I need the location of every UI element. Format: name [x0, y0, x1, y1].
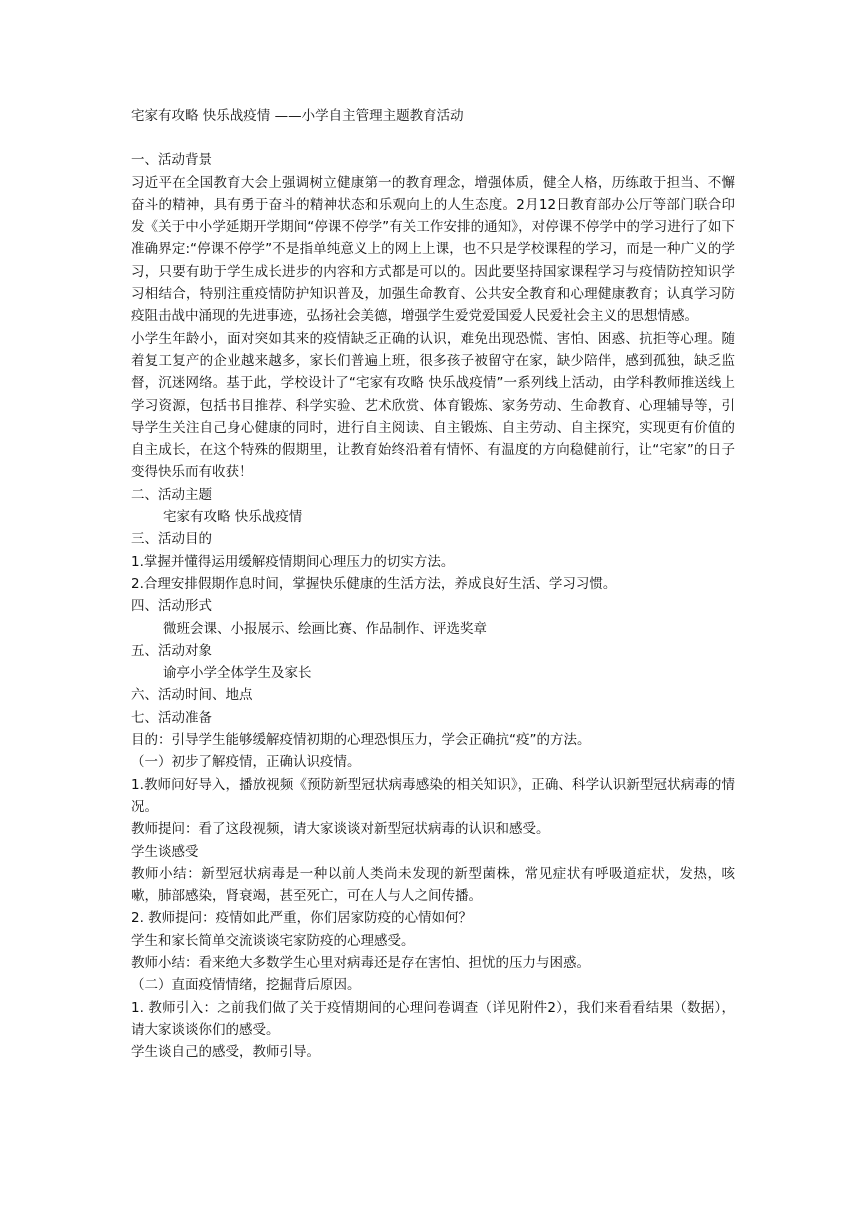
paragraph: 五、活动对象 [131, 642, 212, 659]
paragraph: 六、活动时间、地点 [131, 687, 253, 704]
paragraph: 习近平在全国教育大会上强调树立健康第一的教育理念，增强体质，健全人格，历练敢于担当、不懈奋斗的精神，具有勇于奋斗的精神状态和乐观向上的人生态度。2月12日教育部办公厅等部门联合印发《关于中小学延期开学期间“停课不停学”有关工作安排的通知》，对停课不停学中的学习进行了如下准确界定:“停课不停学”不是指单纯意义上的网上上课，也不只是学校课程的学习，而是一种广义的学习，只要有助于学生成长进步的内容和方式都是可以的。因此要坚持国家课程学习与疫情防控知识学习相结合，特别注重疫情防护知识普及，加强生命教育、公共安全教育和心理健康教育；认真学习防疫阻击战中涌现的先进事迹，弘扬社会美德，增强学生爱党爱国爱人民爱社会主义的思想情感。 [131, 174, 735, 325]
paragraph: 2.合理安排假期作息时间，掌握快乐健康的生活方法，养成良好生活、学习习惯。 [131, 575, 617, 592]
paragraph: 七、活动准备 [131, 709, 212, 726]
paragraph: 教师小结：新型冠状病毒是一种以前人类尚未发现的新型菌株，常见症状有呼吸道症状，发热，咳嗽，肺部感染，肾衰竭，甚至死亡，可在人与人之间传播。 [131, 865, 735, 905]
document-body [131, 105, 735, 1063]
paragraph: 1.掌握并懂得运用缓解疫情期间心理压力的切实方法。 [131, 553, 455, 570]
paragraph: 1. 教师引入：之前我们做了关于疫情期间的心理问卷调查（详见附件2），我们来看看结果（数据），请大家谈谈你们的感受。 [131, 999, 735, 1038]
paragraph: 1.教师问好导入，播放视频《预防新型冠状病毒感染的相关知识》，正确、科学认识新型冠状病毒的情况。 [131, 776, 735, 815]
paragraph: 学生和家长简单交流谈谈宅家防疫的心理感受。 [131, 932, 415, 949]
document-title: 宅家有攻略 快乐战疫情 ——小学自主管理主题教育活动 [131, 108, 464, 124]
paragraph: 宅家有攻略 快乐战疫情 [163, 509, 303, 526]
paragraph: 一、活动背景 [131, 152, 212, 169]
paragraph: （二）直面疫情情绪，挖掘背后原因。 [131, 977, 361, 994]
paragraph: 谕亭小学全体学生及家长 [163, 665, 312, 682]
paragraph: 微班会课、小报展示、绘画比赛、作品制作、评选奖章 [163, 620, 487, 637]
paragraph: （一）初步了解疫情，正确认识疫情。 [131, 754, 361, 771]
paragraph: 小学生年龄小，面对突如其来的疫情缺乏正确的认识，难免出现恐慌、害怕、困惑、抗拒等心理。随着复工复产的企业越来越多，家长们普遍上班，很多孩子被留守在家，缺少陪伴，感到孤独，缺乏监督，沉迷网络。基于此，学校设计了“宅家有攻略 快乐战疫情”一系列线上活动，由学科教师推送线上学习资源，包括书目推荐、科学实验、艺术欣赏、体育锻炼、家务劳动、生命教育、心理辅导等，引导学生关注自己身心健康的同时，进行自主阅读、自主锻炼、自主劳动、自主探究，实现更有价值的自主成长，在这个特殊的假期里，让教育始终沿着有情怀、有温度的方向稳健前行，让“宅家”的日子变得快乐而有收获！ [131, 330, 735, 481]
paragraph: 学生谈自己的感受，教师引导。 [131, 1044, 320, 1061]
paragraph: 二、活动主题 [131, 486, 212, 503]
paragraph: 四、活动形式 [131, 598, 212, 615]
document-lines [131, 149, 735, 1063]
paragraph: 教师提问：看了这段视频，请大家谈谈对新型冠状病毒的认识和感受。 [131, 821, 550, 838]
paragraph: 教师小结：看来绝大多数学生心里对病毒还是存在害怕、担忧的压力与困惑。 [131, 954, 590, 971]
paragraph: 2. 教师提问：疫情如此严重，你们居家防疫的心情如何？ [131, 910, 473, 927]
paragraph: 目的：引导学生能够缓解疫情初期的心理恐惧压力，学会正确抗“疫”的方法。 [131, 732, 591, 749]
paragraph: 三、活动目的 [131, 531, 212, 548]
paragraph: 学生谈感受 [131, 843, 199, 860]
